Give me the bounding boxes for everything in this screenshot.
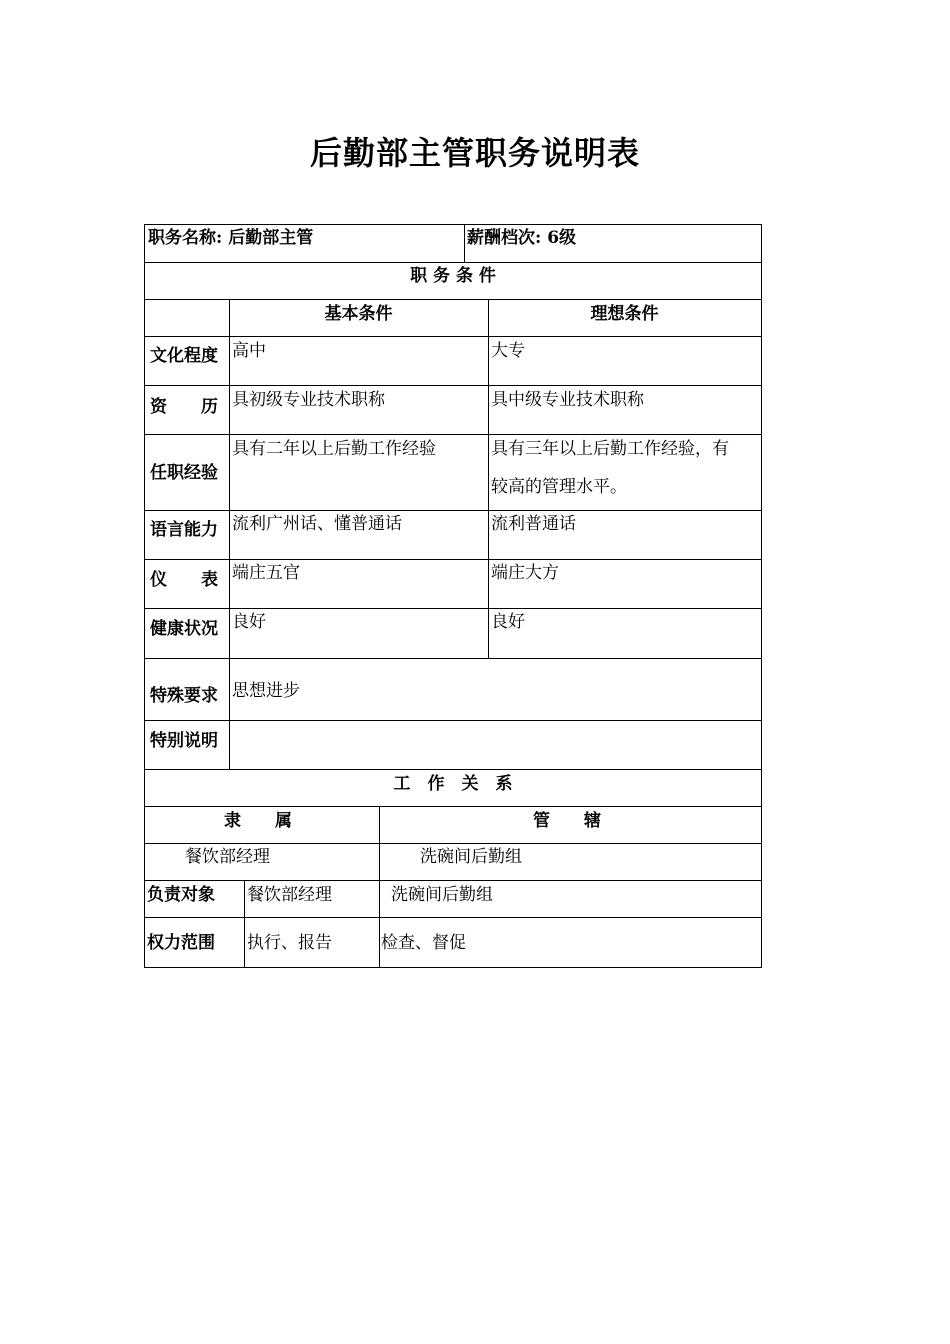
position-label: 职务名称: xyxy=(148,228,223,248)
qualifications-ideal: 具中级专业技术职称 xyxy=(491,390,644,410)
position-value: 后勤部主管 xyxy=(228,228,314,248)
row-label-education: 文化程度 xyxy=(150,346,218,366)
row-label-qualifications: 资 历 xyxy=(150,397,218,417)
health-basic: 良好 xyxy=(232,612,266,632)
authority-manage-value: 检查、督促 xyxy=(381,933,466,953)
table-rule xyxy=(379,880,380,968)
table-rule xyxy=(144,510,762,511)
special-requirements-value: 思想进步 xyxy=(232,681,300,701)
qualifications-basic: 具初级专业技术职称 xyxy=(232,390,385,410)
table-rule xyxy=(144,917,762,918)
table-rule xyxy=(144,224,762,225)
salary-value: 6级 xyxy=(547,228,577,248)
experience-ideal-line1: 具有三年以上后勤工作经验，有 xyxy=(491,439,729,459)
conditions-section-title: 职 务 条 件 xyxy=(410,266,496,286)
table-rule xyxy=(144,806,762,807)
relations-section-title: 工 作 关 系 xyxy=(393,774,513,794)
table-rule xyxy=(244,880,245,968)
table-rule xyxy=(144,434,762,435)
language-basic: 流利广州话、懂普通话 xyxy=(232,514,402,534)
row-label-health: 健康状况 xyxy=(150,619,218,639)
responsible-report-value: 餐饮部经理 xyxy=(247,885,332,905)
table-rule xyxy=(144,608,762,609)
row-label-experience: 任职经验 xyxy=(150,463,218,483)
education-ideal: 大专 xyxy=(491,341,525,361)
appearance-basic: 端庄五官 xyxy=(232,563,300,583)
table-rule xyxy=(144,769,762,770)
table-rule xyxy=(144,658,762,659)
manage-value: 洗碗间后勤组 xyxy=(420,847,522,867)
table-rule xyxy=(488,299,489,658)
appearance-ideal: 端庄大方 xyxy=(491,563,559,583)
row-label-authority: 权力范围 xyxy=(147,933,215,953)
salary-grade xyxy=(467,228,576,248)
table-rule xyxy=(144,224,145,968)
table-rule xyxy=(144,262,762,263)
row-label-responsible: 负责对象 xyxy=(147,885,215,905)
row-label-special-requirements: 特殊要求 xyxy=(150,686,218,706)
table-rule xyxy=(144,967,762,968)
language-ideal: 流利普通话 xyxy=(491,514,576,534)
row-label-special-notes: 特别说明 xyxy=(150,731,218,751)
table-rule xyxy=(464,224,465,262)
table-rule xyxy=(144,299,762,300)
page-title: 后勤部主管职务说明表 xyxy=(309,134,640,172)
row-label-appearance: 仪 表 xyxy=(150,570,218,590)
salary-label: 薪酬档次: xyxy=(467,228,542,248)
report-to-header: 隶 属 xyxy=(224,811,292,831)
position-name xyxy=(148,228,313,248)
experience-basic: 具有二年以上后勤工作经验 xyxy=(232,439,436,459)
education-basic: 高中 xyxy=(232,341,266,361)
health-ideal: 良好 xyxy=(491,612,525,632)
table-rule xyxy=(379,843,380,880)
ideal-conditions-header: 理想条件 xyxy=(590,304,659,324)
authority-report-value: 执行、报告 xyxy=(247,933,332,953)
table-rule xyxy=(761,224,762,968)
table-rule xyxy=(144,843,762,844)
table-rule xyxy=(144,720,762,721)
table-rule xyxy=(144,880,762,881)
table-rule xyxy=(144,559,762,560)
experience-ideal-line2: 较高的管理水平。 xyxy=(491,477,627,497)
report-to-value: 餐饮部经理 xyxy=(185,847,270,867)
basic-conditions-header: 基本条件 xyxy=(324,304,393,324)
manage-header: 管 辖 xyxy=(533,811,601,831)
row-label-language: 语言能力 xyxy=(150,520,218,540)
table-rule xyxy=(144,336,762,337)
table-rule xyxy=(379,806,380,843)
table-rule xyxy=(144,385,762,386)
table-rule xyxy=(229,299,230,770)
responsible-manage-value: 洗碗间后勤组 xyxy=(391,885,493,905)
